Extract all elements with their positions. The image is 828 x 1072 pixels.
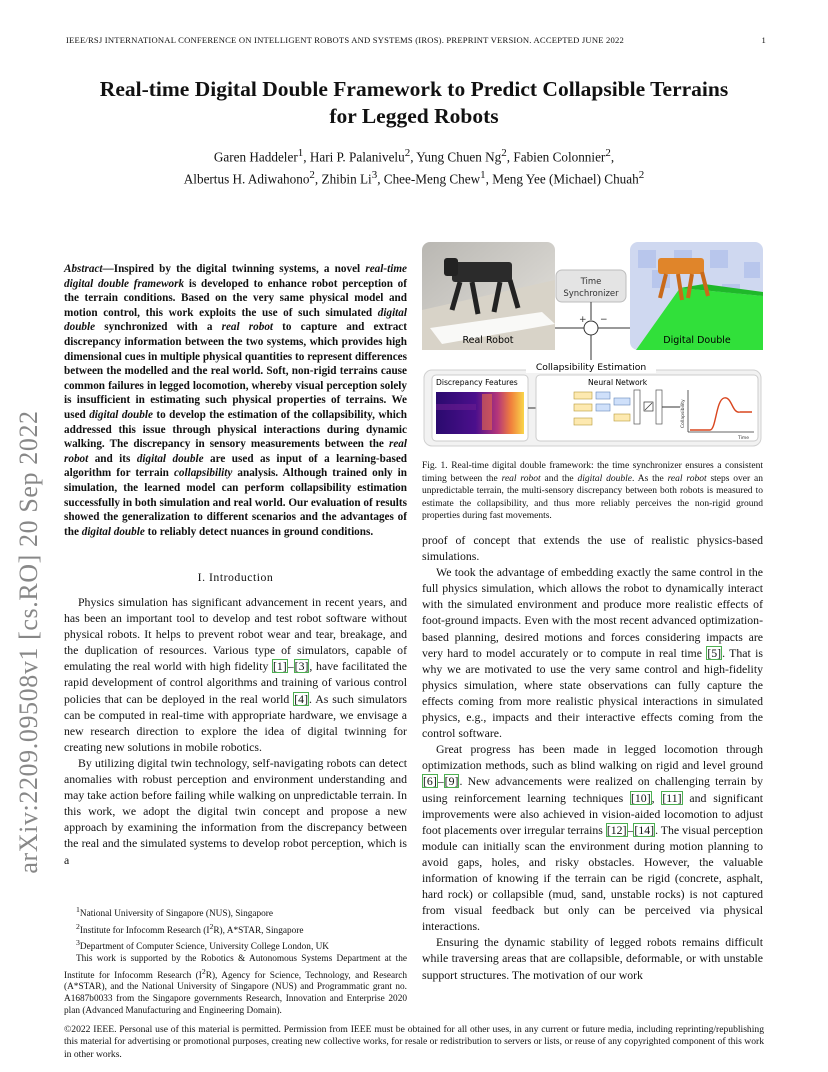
- discrepancy-features-label: Discrepancy Features: [436, 378, 518, 387]
- text: –: [287, 659, 294, 674]
- abstract-text: analysis. Although trained only in simulation, the learned model can perform collapsibility estimation successfully in both simulation and real world. Our evaluation of results showed the generalization to different scenarios and the advantages of the: [64, 467, 407, 538]
- paragraph: proof of concept that extends the use of realistic physics-based simulations.: [422, 533, 763, 564]
- footnote-mark: 3: [76, 938, 80, 948]
- abstract-text: are used as input of a learning-based algorithm for terrain: [64, 452, 408, 480]
- citation-link[interactable]: [3]: [294, 659, 309, 674]
- citation-link[interactable]: [5]: [707, 645, 722, 660]
- abstract-text: synchronized with a: [95, 321, 222, 334]
- text: . That is why we are motivated to use the very same control and high-fidelity physics simulation, where state observations can fully capture the effects coming from more realistic physical interactions in simulated physics, e.g., impacts and their interactive effects coming from the control software.: [422, 645, 763, 741]
- text: . New advancements were realized on challenging terrain by using reinforcement learning techniques: [422, 774, 763, 805]
- abstract-label: Abstract: [64, 263, 103, 275]
- abstract-emph: real robot: [64, 438, 407, 465]
- author: , Chee-Meng Chew: [377, 171, 481, 187]
- abstract-emph: digital double: [136, 452, 204, 465]
- text: . As such simulators can be computed in real-time with appropriate hardware, we envisage a new research direction to explore the idea of digital twinning for creating new solutions in mobile robotics.: [64, 691, 407, 754]
- paragraph: By utilizing digital twin technology, self-navigating robots can detect anomalies with robust perception and environment understanding and may take action before failing while walking on unpredictable terrain. In this work, we adopt the digital twin concept and propose a new approach by examining the information from the discrepancy between the real and the simulated systems to develop robot perception, which is a: [64, 755, 407, 867]
- right-column-body: [422, 532, 763, 983]
- footnote-mark: 2: [76, 921, 80, 931]
- real-robot-label: Real Robot: [462, 335, 514, 346]
- abstract-emph: collapsibility: [173, 467, 233, 480]
- caption-emph: digital double: [577, 473, 633, 484]
- paragraph: [422, 564, 763, 741]
- text: . As the: [632, 473, 668, 484]
- author: , Yung Chuen Ng: [410, 149, 502, 165]
- superscript: 2: [209, 921, 214, 931]
- real-robot-photo: [422, 242, 555, 350]
- abstract-text: to capture and extract discrepancy information between the two systems, which provides high dimensional cues in multiple physical quantities to represent differences between the modelled and the real world. Soft, non-rigid terrains cause common failures in legged locomotion, whereby visual perception solely is insufficient in estimating such physical properties of terrains. We used: [64, 321, 407, 421]
- affiliation-sup: 3: [371, 169, 378, 182]
- discrepancy-heatmap: [436, 392, 524, 434]
- author: , Meng Yee (Michael) Chuah: [485, 171, 639, 187]
- affiliation-sup: 2: [501, 147, 507, 159]
- digital-double-label: Digital Double: [663, 335, 731, 346]
- citation-link[interactable]: [9]: [444, 774, 459, 789]
- running-header: [66, 35, 766, 45]
- affiliation-sup: 2: [404, 147, 411, 159]
- text: steps over an unpredictable terrain, the multi-sensory discrepancy between both robots is measured to estimate the collapsibility, and thus more reliably perceives the non-rigid ground properties during fast movements.: [422, 473, 763, 522]
- time-synchronizer-box: [556, 270, 626, 302]
- citation-link[interactable]: [4]: [294, 691, 309, 706]
- paper-title: [40, 76, 788, 130]
- time-sync-label-2: Synchronizer: [563, 289, 619, 299]
- abstract-text: and its: [88, 452, 137, 465]
- abstract-text: to develop the estimation of the collapsibility, which addressed this issue through physical interactions during dynamic walking. The discrepancy in sensory measurements between the: [64, 408, 407, 451]
- text: Physics simulation has significant advancement in recent years, and has been an important tool to develop and test robot software without physical robots. It helps to prevent robot wear and tear, breakage, and the duplication of resources. Various type of simulators, capable of emulating the real world with high fidelity: [64, 595, 407, 674]
- abstract-text: is developed to enhance robot perception of the terrain conditions. Based on the very same physical model and motion control, this work exploits the use of such simulated: [64, 277, 407, 319]
- text: and the: [540, 473, 578, 484]
- page-number: 1: [761, 35, 766, 45]
- title-line-1: Real-time Digital Double Framework to Predict Collapsible Terrains: [99, 77, 729, 101]
- abstract-emph: real-time digital double framework: [64, 263, 407, 290]
- digital-double-render: [630, 242, 763, 350]
- citation-link[interactable]: [10]: [630, 790, 651, 805]
- figure-1: [422, 240, 763, 452]
- abstract-text: —Inspired by the digital twinning systems, a novel: [102, 263, 366, 275]
- section-heading-introduction: I. Introduction: [197, 570, 274, 584]
- citation-link[interactable]: [14]: [634, 822, 655, 837]
- caption-emph: real robot: [667, 473, 707, 484]
- plus-sign: +: [579, 315, 587, 325]
- title-line-2: for Legged Robots: [329, 104, 499, 128]
- author: , Zhibin Li: [314, 171, 372, 187]
- citation-link[interactable]: [6]: [423, 774, 437, 789]
- footnote-affiliation-2: [64, 921, 407, 938]
- text: ,: [651, 790, 662, 805]
- author-list: [60, 144, 768, 189]
- abstract-emph: real robot: [221, 321, 274, 334]
- time-sync-label-1: Time: [580, 277, 602, 287]
- text: Institute for Infocomm Research (I: [79, 925, 210, 936]
- text: R), A*STAR, Singapore: [213, 925, 304, 936]
- affiliation-sup: 2: [605, 147, 611, 159]
- author: , Fabien Colonnier: [506, 149, 606, 165]
- footnote-mark: 1: [76, 905, 80, 914]
- running-head-text: IEEE/RSJ INTERNATIONAL CONFERENCE ON INTELLIGENT ROBOTS AND SYSTEMS (IROS). PREPRINT VERSION. ACCEPTED JUNE 2022: [66, 35, 625, 45]
- caption-label: Fig. 1.: [422, 461, 448, 471]
- author: Albertus H. Adiwahono: [183, 171, 310, 187]
- text: National University of Singapore (NUS), Singapore: [79, 909, 274, 920]
- abstract-emph: digital double: [64, 306, 407, 334]
- author: , Hari P. Palanivelu: [303, 149, 405, 165]
- text: . The visual perception module can initially scan the environment during motion planning to avoid gaps, holes, and risky obstacles. However, the valuable information of knowing if the terrain can be rigid (concrete, asphalt, hard rock) or collapsible (mud, sand, unstable rocks) is not captured from visual feedback but only can be perceived via physical interactions.: [422, 822, 763, 934]
- text: R), Agency for Science, Technology, and Research (A*STAR), and the National University of Singapore (NUS) and Programmatic grant no. A1687b0033 from the Singapore governments Research, Innovation and Enterprise 2020 plan (Advanced Manufacturing and Engineering Domain).: [64, 970, 408, 1016]
- affiliation-sup: 2: [309, 169, 315, 182]
- affiliation-sup: 1: [297, 147, 304, 159]
- author-line-2: [60, 166, 768, 188]
- superscript: 2: [201, 966, 206, 976]
- abstract-emph: digital double: [81, 525, 145, 538]
- citation-link[interactable]: [1]: [272, 659, 287, 674]
- footnote-affiliation-1: [64, 904, 407, 921]
- text: Real-time digital double framework: the time synchronizer ensures a consistent timing between the: [422, 461, 763, 484]
- paragraph: Ensuring the dynamic stability of legged robots remains difficult while traversing areas that are collapsible, deformable, or with unstable support structures. The motivation of our work: [422, 935, 763, 982]
- plot-y-axis-label: Collapsibility: [681, 399, 686, 428]
- text: This work is supported by the Robotics & Autonomous Systems Department at the Institute for Infocomm Research (I: [64, 954, 407, 981]
- footnote-funding: [64, 954, 407, 1017]
- text: Department of Computer Science, University College London, UK: [79, 942, 330, 953]
- text: Great progress has been made in legged locomotion through optimization methods, such as blind walking on rigid and level ground: [422, 742, 763, 773]
- paragraph: [64, 594, 407, 755]
- abstract: [64, 262, 407, 539]
- figure-1-diagram: [422, 240, 763, 452]
- abstract-emph: digital double: [89, 408, 153, 421]
- text: and significant improvements were also achieved in vision-aided locomotion to adjust foot placements over irregular terrains: [422, 790, 763, 837]
- paragraph: [422, 741, 763, 934]
- abstract-text: to reliably detect nuances in ground conditions.: [144, 525, 374, 538]
- figure-1-caption: [422, 460, 763, 523]
- affiliation-sup: 2: [638, 169, 645, 182]
- plot-x-axis-label: Time: [738, 436, 750, 441]
- text: , have facilitated the rapid development of control algorithms and training of various control policies that can be deployed in the real world: [64, 659, 407, 706]
- citation-link[interactable]: [11]: [662, 790, 682, 805]
- citation-link[interactable]: [12]: [606, 822, 627, 837]
- caption-emph: real robot: [501, 473, 541, 484]
- footnotes: [64, 904, 407, 1017]
- text: –: [627, 822, 634, 837]
- neural-network-label: Neural Network: [588, 378, 648, 387]
- author: Garen Haddeler: [213, 149, 298, 165]
- text: We took the advantage of embedding exactly the same control in the full physics simulation, which allows the robot to dynamically interact with the simulated environment and produce more realistic effects of foot-ground impacts. Even with the most recent advanced optimization-based planning, desired motions and forces considering impacts are very hard to model accurately or to compute in real time: [422, 565, 763, 660]
- author-separator: ,: [610, 149, 615, 165]
- footnote-affiliation-3: [64, 937, 407, 954]
- text: –: [437, 774, 444, 789]
- introduction-body: [64, 594, 407, 868]
- minus-sign: −: [600, 315, 608, 325]
- author-line-1: [60, 144, 768, 166]
- copyright-notice: ©2022 IEEE. Personal use of this material is permitted. Permission from IEEE must be obtained for all other uses, in any current or future media, including reprinting/republishing this material for advertising or promotional purposes, creating new collective works, for resale or redistribution to servers or lists, or reuse of any copyrighted component of this work in other works.: [64, 1024, 764, 1060]
- affiliation-sup: 1: [480, 169, 486, 182]
- arxiv-identifier: arXiv:2209.09508v1 [cs.RO] 20 Sep 2022: [14, 410, 43, 874]
- collapsibility-estimation-label: Collapsibility Estimation: [535, 362, 647, 373]
